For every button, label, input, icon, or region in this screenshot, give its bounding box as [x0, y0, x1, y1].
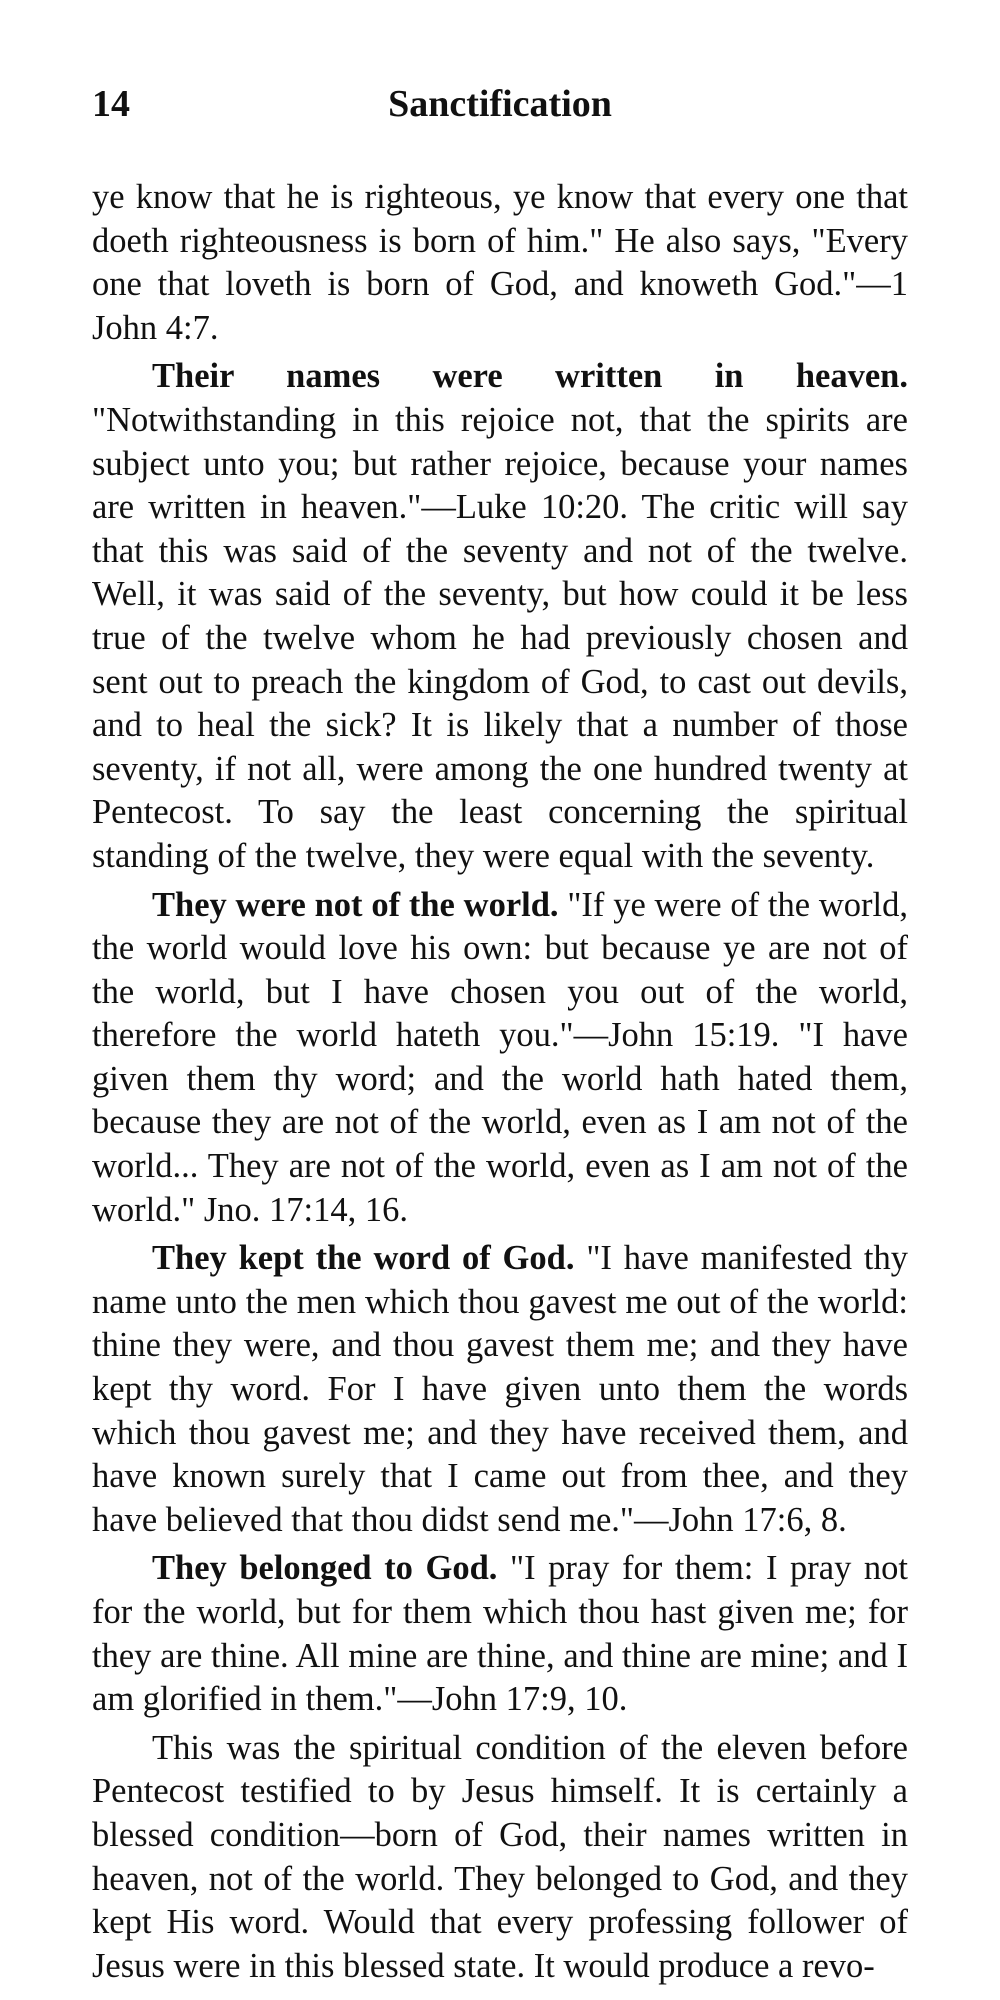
paragraph-text: This was the spiritual condition of the eleven before Pentecost testified to by Jesus himself. It is certainly a blessed condition—born of God, their names written in heaven, not of the world. They belonged to God, and they kept His word. Would that every professing follower of Jesus were in this blessed state. It would produce a revo-	[92, 1728, 908, 1985]
paragraph-names-written-in-heaven	[92, 355, 908, 878]
paragraph-heading: They belonged to God.	[152, 1549, 498, 1588]
paragraph-kept-the-word	[92, 1237, 908, 1542]
running-title: Sanctification	[388, 83, 612, 125]
paragraph-spiritual-condition	[92, 1727, 908, 1989]
paragraph-heading: They kept the word of God.	[152, 1239, 575, 1278]
page-header	[92, 82, 908, 136]
paragraph-text: ye know that he is righteous, ye know that every one that doeth righteousness is born of him." He also says, "Every one that loveth is born of God, and knoweth God."—1 John 4:7.	[92, 178, 908, 347]
paragraph-text: "Notwithstanding in this rejoice not, that the spirits are subject unto you; but rather rejoice, because your names are written in heaven."—Luke 10:20. The critic will say that this was said of the seventy and not of the twelve. Well, it was said of the seventy, but how could it be less true of the twelve whom he had previously chosen and sent out to preach the kingdom of God, to cast out devils, and to heal the sick? It is likely that a number of those seventy, if not all, were among the one hundred twenty at Pentecost. To say the least concerning the spiritual standing of the twelve, they were equal with the seventy.	[92, 400, 908, 875]
paragraph-heading: Their names were written in heaven.	[152, 357, 908, 396]
paragraph-not-of-the-world	[92, 884, 908, 1233]
paragraph-text: "I have manifested thy name unto the men which thou gavest me out of the world: thine they were, and thou gavest them me; and they have kept thy word. For I have given unto them the words which thou gavest me; and they have received them, and have known surely that I came out from thee, and they have believed that thou didst send me."—John 17:6, 8.	[92, 1239, 908, 1539]
paragraph-heading: They were not of the world.	[152, 885, 559, 924]
paragraph-text: "If ye were of the world, the world would love his own: but because ye are not of the world, but I have chosen you out of the world, therefore the world hateth you."—John 15:19. "I have given them thy word; and the world hath hated them, because they are not of the world, even as I am not of the world... They are not of the world, even as I am not of the world." Jno. 17:14, 16.	[92, 885, 908, 1229]
paragraph-belonged-to-god	[92, 1547, 908, 1721]
paragraph-text: "I pray for them: I pray not for the world, but for them which thou hast given me; for they are thine. All mine are thine, and thine are mine; and I am glorified in them."—John 17:9, 10.	[92, 1549, 908, 1719]
page-number: 14	[92, 83, 130, 125]
paragraph-continuation	[92, 176, 908, 350]
body-text	[92, 176, 908, 1988]
